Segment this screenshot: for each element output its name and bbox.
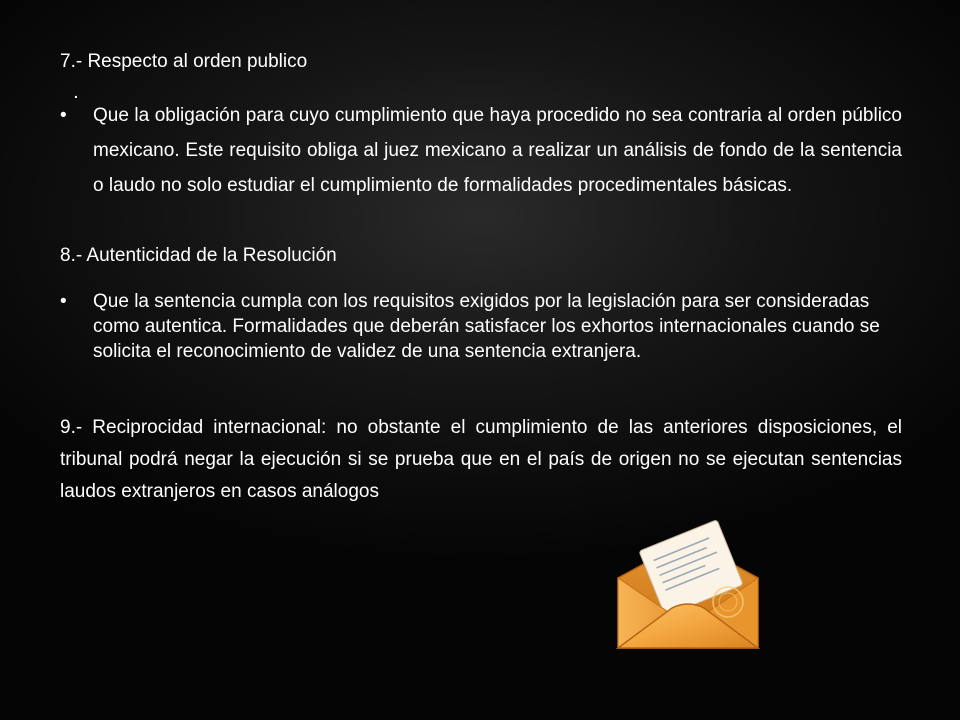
- section-8-text: Que la sentencia cumpla con los requisitos exigidos por la legislación para ser consideradas como autentica. Formalidades que deberán satisfacer los exhortos internacionales cuando se solicita el reconocimiento de validez de una sentencia extranjera.: [93, 291, 880, 362]
- section-9-paragraph: 9.- Reciprocidad internacional: no obstante el cumplimiento de las anteriores disposiciones, el tribunal podrá negar la ejecución si se prueba que en el país de origen no se ejecutan sentencias laudos extranjeros en casos análogos: [60, 417, 902, 502]
- section-8-bullet: [60, 289, 880, 364]
- section-8-heading: 8.- Autenticidad de la Resolución: [60, 245, 337, 266]
- section-7-bullet: [60, 98, 902, 203]
- section-7-heading: 7.- Respecto al orden publico: [60, 51, 308, 72]
- bullet-marker: •: [60, 105, 67, 126]
- open-envelope-icon: [610, 520, 765, 660]
- bullet-marker: •: [60, 291, 67, 312]
- section-7-text: Que la obligación para cuyo cumplimiento que haya procedido no sea contraria al orden público mexicano. Este requisito obliga al juez mexicano a realizar un análisis de fondo de la sentencia o laudo no solo estudiar el cumplimiento de formalidades procedimentales básicas.: [93, 105, 902, 196]
- stray-dot: .: [74, 85, 78, 101]
